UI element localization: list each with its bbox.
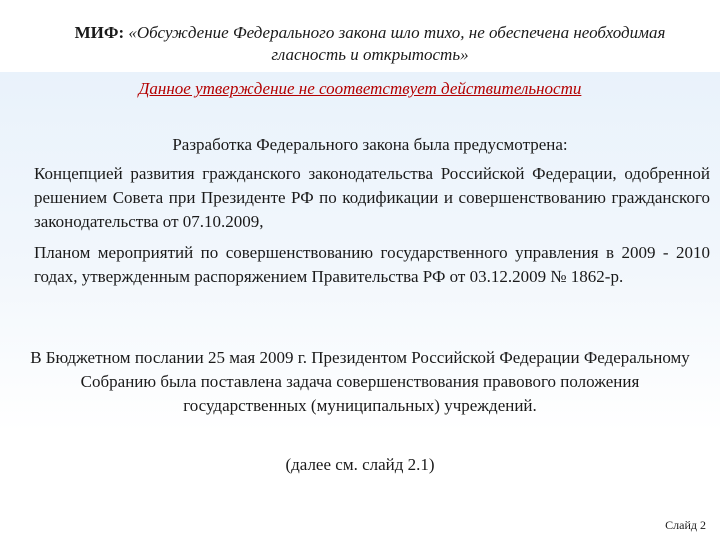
next-slide-reference[interactable]: (далее см. слайд 2.1) xyxy=(285,455,435,474)
slide-title xyxy=(60,22,680,66)
rebuttal-heading: Данное утверждение не соответствует действительности xyxy=(138,79,582,98)
paragraph-concept: Концепцией развития гражданского законодательства Российской Федерации, одобренной решением Совета при Президенте РФ по кодификации и совершенствованию гражданского законодательства от 07.10.2009, xyxy=(34,164,710,231)
myth-label: МИФ: xyxy=(74,23,125,42)
paragraph-plan: Планом мероприятий по совершенствованию государственного управления в 2009 - 2010 годах, утвержденным распоряжением Правительства РФ от 03.12.2009 № 1862-р. xyxy=(34,243,710,286)
myth-statement: «Обсуждение Федерального закона шло тихо, не обеспечена необходимая гласность и открытость» xyxy=(128,23,666,64)
paragraph-budget-message: В Бюджетном послании 25 мая 2009 г. Президентом Российской Федерации Федеральному Собранию была поставлена задача совершенствования правового положения государственных (муниципальных) учреждений. xyxy=(30,348,690,415)
slide-number: Слайд 2 xyxy=(665,518,706,532)
intro-text: Разработка Федерального закона была предусмотрена: xyxy=(172,135,568,154)
